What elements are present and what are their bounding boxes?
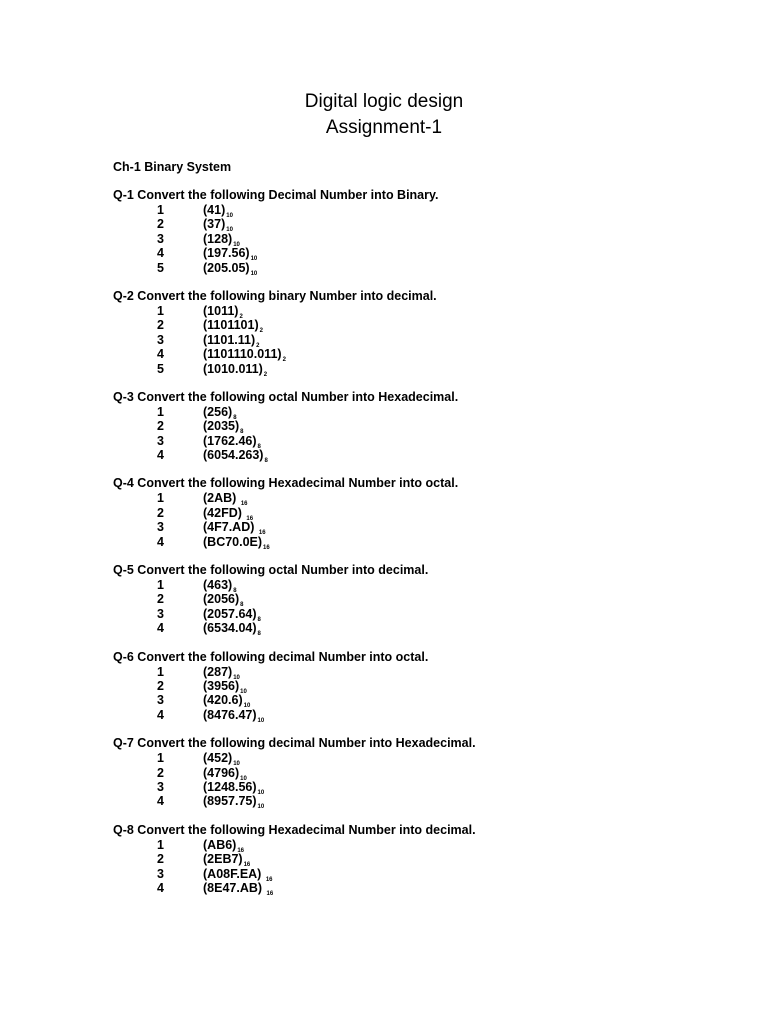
item-value: (41) <box>203 203 226 217</box>
question-heading: Q-1 Convert the following Decimal Number into Binary. <box>113 188 439 202</box>
question-item <box>113 506 733 520</box>
item-base-subscript: 8 <box>240 602 244 609</box>
item-number: 3 <box>157 866 164 881</box>
question-item <box>113 766 733 780</box>
item-value: (AB6) <box>203 837 237 852</box>
question-item <box>113 318 733 335</box>
item-value-group <box>203 448 268 468</box>
item-value: (1248.56) <box>203 779 257 794</box>
item-base-subscript: 8 <box>257 616 261 623</box>
item-number: 3 <box>157 433 164 448</box>
question-item <box>113 448 733 465</box>
question-item <box>113 780 733 794</box>
question-item <box>113 679 733 693</box>
item-number: 4 <box>157 794 164 809</box>
item-base-subscript: 8 <box>264 458 268 465</box>
question-item <box>113 838 733 852</box>
question-item <box>113 751 733 768</box>
item-number: 4 <box>157 707 164 722</box>
item-base-subscript: 10 <box>233 761 240 768</box>
item-value: (2056) <box>203 592 240 607</box>
question-item <box>113 333 733 347</box>
question-block <box>113 736 733 809</box>
chapter-heading: Ch-1 Binary System <box>113 160 232 174</box>
item-value: (A08F.EA) <box>203 866 265 881</box>
item-value: (42FD) <box>203 505 246 520</box>
item-base-subscript: 2 <box>239 313 243 320</box>
question-item <box>113 304 733 318</box>
item-value: (8476.47) <box>203 707 257 722</box>
item-number: 3 <box>157 779 164 794</box>
item-value: (3956) <box>203 678 240 693</box>
item-base-subscript: 10 <box>250 270 258 277</box>
question-block <box>113 289 733 376</box>
item-base-subscript: 16 <box>263 544 270 551</box>
item-number: 5 <box>157 260 164 275</box>
item-base-subscript: 10 <box>233 241 240 248</box>
question-heading: Q-6 Convert the following decimal Number into octal. <box>113 649 429 664</box>
item-base-subscript: 10 <box>226 227 233 234</box>
item-value: (2AB) <box>203 491 240 506</box>
question-item <box>113 794 733 811</box>
item-value-group <box>203 535 270 555</box>
document-subtitle: Assignment-1 <box>325 117 443 138</box>
item-value-group <box>203 621 261 641</box>
item-number: 3 <box>157 606 164 621</box>
question-block <box>113 188 733 275</box>
question-item <box>113 852 733 869</box>
question-item <box>113 535 733 549</box>
item-value: (420.6) <box>203 693 243 708</box>
question-item <box>113 881 733 895</box>
item-number: 2 <box>157 765 164 780</box>
item-number: 3 <box>157 231 164 246</box>
item-number: 2 <box>157 217 164 232</box>
item-number: 4 <box>157 448 164 463</box>
document-title: Digital logic design <box>304 91 464 112</box>
item-number: 2 <box>157 505 164 520</box>
item-base-subscript: 10 <box>240 775 247 782</box>
item-value: (4F7.AD) <box>203 520 258 535</box>
item-value-group <box>203 794 264 814</box>
item-value-group <box>203 708 264 728</box>
item-base-subscript: 16 <box>243 862 251 869</box>
item-value: (197.56) <box>203 246 250 261</box>
question-item <box>113 232 733 246</box>
item-number: 4 <box>157 534 164 549</box>
item-base-subscript: 8 <box>240 429 244 436</box>
question-item <box>113 362 733 376</box>
question-heading: Q-8 Convert the following Hexadecimal Number into decimal. <box>113 822 476 837</box>
item-value: (452) <box>203 751 233 766</box>
item-base-subscript: 16 <box>266 890 274 897</box>
item-value-group <box>203 362 267 382</box>
question-item <box>113 203 733 217</box>
item-value: (463) <box>203 578 233 593</box>
item-base-subscript: 2 <box>282 357 286 364</box>
item-value: (1101101) <box>203 318 259 333</box>
item-value: (4796) <box>203 765 240 780</box>
item-number: 2 <box>157 318 164 333</box>
item-value: (8957.75) <box>203 794 257 809</box>
item-number: 2 <box>157 419 164 434</box>
question-item <box>113 405 733 419</box>
item-base-subscript: 10 <box>240 688 247 695</box>
item-value-group <box>203 881 273 901</box>
question-item <box>113 867 733 881</box>
item-value: (1011) <box>203 303 239 318</box>
item-value: (2057.64) <box>203 606 257 621</box>
item-number: 4 <box>157 347 164 362</box>
item-value: (2EB7) <box>203 852 243 867</box>
item-value-group <box>203 261 257 281</box>
item-base-subscript: 16 <box>237 847 245 854</box>
item-base-subscript: 16 <box>265 876 273 883</box>
question-item <box>113 217 733 234</box>
item-base-subscript: 10 <box>257 789 265 796</box>
item-number: 3 <box>157 520 164 535</box>
question-item <box>113 592 733 609</box>
item-base-subscript: 10 <box>250 256 258 263</box>
question-block <box>113 650 733 723</box>
item-base-subscript: 16 <box>246 515 254 522</box>
item-base-subscript: 16 <box>258 530 266 537</box>
item-base-subscript: 10 <box>226 213 233 219</box>
item-number: 1 <box>157 751 164 766</box>
item-number: 1 <box>157 491 164 506</box>
item-number: 1 <box>157 578 164 593</box>
item-base-subscript: 8 <box>257 631 261 638</box>
item-base-subscript: 8 <box>257 443 261 450</box>
item-base-subscript: 10 <box>243 703 251 710</box>
item-number: 1 <box>157 664 164 679</box>
question-list <box>113 188 733 909</box>
item-base-subscript: 10 <box>233 674 240 681</box>
item-base-subscript: 10 <box>257 804 265 811</box>
question-heading: Q-4 Convert the following Hexadecimal Number into octal. <box>113 476 459 491</box>
question-item <box>113 419 733 436</box>
item-number: 2 <box>157 592 164 607</box>
item-number: 4 <box>157 246 164 261</box>
question-item <box>113 520 733 537</box>
question-block <box>113 563 733 636</box>
item-number: 1 <box>157 404 164 419</box>
item-number: 2 <box>157 678 164 693</box>
item-value: (205.05) <box>203 260 250 275</box>
item-value: (6054.263) <box>203 448 264 463</box>
question-item <box>113 261 733 275</box>
item-base-subscript: 2 <box>256 342 260 349</box>
question-item <box>113 434 733 448</box>
item-value: (1762.46) <box>203 433 257 448</box>
item-number: 3 <box>157 693 164 708</box>
question-heading: Q-7 Convert the following decimal Number into Hexadecimal. <box>113 736 476 751</box>
item-base-subscript: 8 <box>233 588 237 595</box>
item-value: (37) <box>203 217 226 232</box>
item-number: 5 <box>157 361 164 376</box>
question-item <box>113 578 733 595</box>
question-item <box>113 607 733 621</box>
item-number: 1 <box>157 837 164 852</box>
question-item <box>113 693 733 710</box>
question-heading: Q-2 Convert the following binary Number into decimal. <box>113 288 437 303</box>
item-value: (256) <box>203 404 233 419</box>
item-number: 2 <box>157 852 164 867</box>
item-base-subscript: 10 <box>257 717 265 724</box>
question-item <box>113 621 733 638</box>
item-number: 1 <box>157 303 164 318</box>
item-value: (8E47.AB) <box>203 880 266 895</box>
item-value: (1101110.011) <box>203 347 282 362</box>
question-item <box>113 246 733 263</box>
item-base-subscript: 2 <box>263 371 268 378</box>
question-item <box>113 491 733 508</box>
item-value: (6534.04) <box>203 621 257 636</box>
question-item <box>113 347 733 364</box>
question-block <box>113 390 733 463</box>
item-value: (BC70.0E) <box>203 534 263 549</box>
item-value: (287) <box>203 664 233 679</box>
item-value: (1010.011) <box>203 361 263 376</box>
question-item <box>113 665 733 679</box>
item-value: (1101.11) <box>203 332 256 347</box>
item-number: 3 <box>157 332 164 347</box>
item-base-subscript: 2 <box>259 328 263 335</box>
question-heading: Q-3 Convert the following octal Number into Hexadecimal. <box>113 389 459 404</box>
question-item <box>113 708 733 722</box>
item-value: (128) <box>203 231 233 246</box>
item-base-subscript: 16 <box>240 501 248 508</box>
question-block <box>113 823 733 896</box>
item-value: (2035) <box>203 419 240 434</box>
question-heading: Q-5 Convert the following octal Number into decimal. <box>113 563 429 578</box>
item-number: 4 <box>157 621 164 636</box>
item-base-subscript: 8 <box>233 414 237 421</box>
item-number: 1 <box>157 203 164 217</box>
question-block <box>113 476 733 549</box>
item-number: 4 <box>157 880 164 895</box>
